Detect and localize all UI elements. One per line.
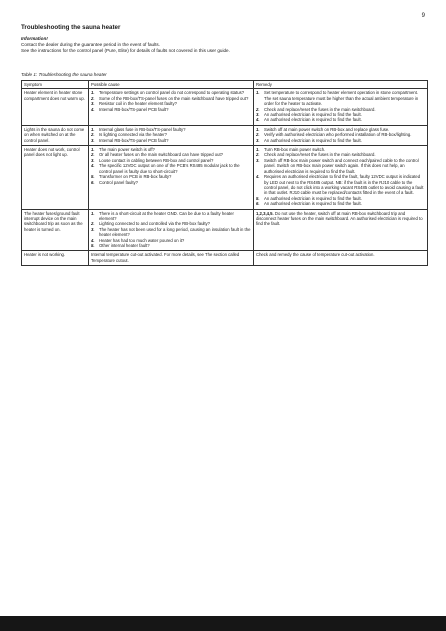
item-number: 4.: [91, 163, 95, 169]
symptom-cell: Heater is not working.: [22, 251, 89, 266]
cause-cell: [89, 209, 254, 251]
item-number: 3.: [256, 157, 260, 163]
item-number: 3.: [91, 137, 95, 143]
cause-cell: [89, 125, 254, 145]
item-number: 2.: [91, 221, 95, 227]
list-item: [91, 138, 251, 143]
remedy-cell: Check and remedy the cause of temperature cut-out activation.: [254, 251, 428, 266]
item-number: 4.: [91, 106, 95, 112]
item-number: 2.: [256, 152, 260, 158]
header-remedy: Remedy: [254, 81, 428, 89]
item-number: 3.: [256, 137, 260, 143]
item-number: 1.: [256, 147, 260, 153]
item-number: 1.: [91, 210, 95, 216]
item-number: 6.: [256, 201, 260, 207]
information-line-2: See the instructions for the control panel (Pure, Elite) for details of faults not covered in this user guide.: [21, 48, 230, 54]
item-number: 6.: [91, 179, 95, 185]
table-row: [22, 251, 428, 266]
item-text: Check and replace/reset the fuses in the main switchboard.: [264, 106, 376, 112]
item-text: Turn RB-box main power switch.: [264, 147, 326, 153]
remedy-cell: [254, 209, 428, 251]
information-heading: Information!: [21, 36, 48, 41]
item-text: Requires an authorised electrician to find the fault, faulty 12VDC output is indicated by LED out next to the RS485 output. NB: if the fault is in the RJ10 cable to the control panel, do not click into a working vacant RS485 outlet to avoid causing a fault in that outlet. RJ10 cable must be replaced/contacts fitted in the event of a fault.: [264, 174, 424, 196]
item-text: Switch off RB-box main power switch and connect each/paired cable to the control panel. Switch on RB-box main power switch again. If this does not help, an authorised electrician is required to find the fault.: [264, 157, 419, 174]
item-text: Heater has had too much water poured on it?: [99, 237, 185, 243]
item-text: An authorised electrician is required to find the fault.: [264, 137, 362, 143]
item-number: 1.: [256, 90, 260, 96]
information-note: [21, 36, 426, 55]
symptom-cell: Heater does not work, control panel does not light up.: [22, 146, 89, 209]
item-number: 2.: [91, 95, 95, 101]
item-text: The heater has not been used for a long period, causing an insulation fault in the heater element?: [99, 226, 251, 238]
item-text: Other internal heater fault?: [99, 242, 150, 248]
list-item: [91, 211, 251, 222]
item-number: 3.: [91, 101, 95, 107]
item-text: An authorised electrician is required to find the fault.: [264, 201, 362, 207]
item-text: The main power switch is off?: [99, 147, 155, 153]
list-item: [91, 180, 251, 185]
table-row: [22, 209, 428, 251]
item-text: Control panel faulty?: [99, 179, 138, 185]
remedy-text: Do not use the heater, switch off at main RB-box switchboard trip and disconnect heater fuses on the main switchboard. An authorised electrician is required to find the fault.: [256, 210, 423, 227]
item-number: 3.: [256, 112, 260, 118]
list-item: [256, 174, 425, 196]
item-text: Transformer on PCB in RB-box faulty?: [99, 174, 172, 180]
list-item: [256, 90, 425, 106]
information-line-1: Contact the dealer during the guarantee period in the event of faults.: [21, 42, 160, 48]
item-text: Switch off at main power switch on RB-box and replace glass fuse.: [264, 126, 390, 132]
item-text: Internal RB-box/TS-panel PCB fault?: [99, 106, 169, 112]
item-number: 4.: [91, 237, 95, 243]
list-item: [91, 227, 251, 238]
table-row: [22, 146, 428, 209]
item-text: Loose contact in cabling between RB-box and control panel?: [99, 157, 214, 163]
item-text: An authorised electrician is required to find the fault.: [264, 195, 362, 201]
page-number: 9: [421, 13, 425, 19]
table-caption: Table 1: Troubleshooting the sauna heater: [21, 72, 107, 77]
item-text: An authorised electrician is required to find the fault.: [264, 112, 362, 118]
page-title: Troubleshooting the sauna heater: [21, 24, 121, 31]
item-text: Is lighting connected via the heater?: [99, 132, 168, 138]
item-text: Or all heater fuses on the main switchboard can have tripped out?: [99, 152, 224, 158]
symptom-cell: The heater fuses/ground fault interrupt device on the main switchboard trip as soon as the heater is turned on.: [22, 209, 89, 251]
list-item: [91, 243, 251, 248]
remedy-cell: [254, 125, 428, 145]
symptom-cell: Heater element in heater stone compartment does not warm up.: [22, 89, 89, 125]
cause-cell: [89, 146, 254, 209]
item-text: Set temperature to correspond to heater element operation in stone compartment. The set sauna temperature must be higher than the actual ambient temperature in order for the heater to activate.: [264, 90, 419, 107]
item-number: 3.: [91, 226, 95, 232]
cause-cell: [89, 89, 254, 125]
item-number: 5.: [91, 242, 95, 248]
item-number: 1.: [91, 126, 95, 132]
header-possible-cause: Possible cause: [89, 81, 254, 89]
item-number: 2.: [91, 132, 95, 138]
list-item: [256, 138, 425, 143]
item-number: 5.: [91, 174, 95, 180]
item-number: 2.: [91, 152, 95, 158]
item-text: Internal RB-box/TS-panel PCB fault?: [99, 137, 169, 143]
item-number: 1.: [256, 126, 260, 132]
item-text: There is a short-circuit at the heater GND. Can be due to a faulty heater element?: [99, 210, 234, 221]
list-item: [256, 158, 425, 174]
remedy-cell: [254, 89, 428, 125]
list-item: [91, 163, 251, 174]
troubleshooting-table: [21, 80, 428, 266]
header-symptom: Symptom: [22, 81, 89, 89]
item-text: The specific 12VDC output on one of the PCB's RS485 modular jack to the control panel is faulty due to short-circuit?: [99, 163, 240, 174]
cause-cell: Internal temperature cut-out activated. For more details, see The section called Temperature cutout.: [89, 251, 254, 266]
table-row: [22, 89, 428, 125]
remedy-lead-numbers: 1,2,3,4,5.: [256, 210, 274, 216]
symptom-cell: Lights in the sauna do not come on when switched on at the control panel.: [22, 125, 89, 145]
table-row: [22, 125, 428, 145]
item-text: Temperature settings on control panel do not correspond to operating status?: [99, 90, 245, 96]
item-text: Lighting connected to and controlled via the RB-box faulty?: [99, 221, 211, 227]
list-item: [91, 107, 251, 112]
item-number: 1.: [91, 90, 95, 96]
list-item: [256, 201, 425, 206]
item-number: 5.: [256, 195, 260, 201]
item-number: 4.: [256, 117, 260, 123]
item-text: An authorised electrician is required to find the fault.: [264, 117, 362, 123]
table-header-row: [22, 81, 428, 89]
item-text: Internal glass fuse in RB-box/TS-panel faulty?: [99, 126, 186, 132]
item-number: 3.: [91, 157, 95, 163]
item-text: Verify with authorised electrician who performed installation of RB-box/lighting.: [264, 132, 412, 138]
footer-bar: [0, 616, 446, 631]
list-item: [256, 117, 425, 122]
item-number: 4.: [256, 174, 260, 180]
item-number: 2.: [256, 106, 260, 112]
item-number: 1.: [91, 147, 95, 153]
item-text: Resistor coil in the heater element faulty?: [99, 101, 177, 107]
item-text: Some of the RB-box/TS-panel fuses on the main switchboard have tripped out?: [99, 95, 249, 101]
item-text: Check and replace/reset the fuses in the main switchboard.: [264, 152, 376, 158]
item-number: 2.: [256, 132, 260, 138]
remedy-cell: [254, 146, 428, 209]
